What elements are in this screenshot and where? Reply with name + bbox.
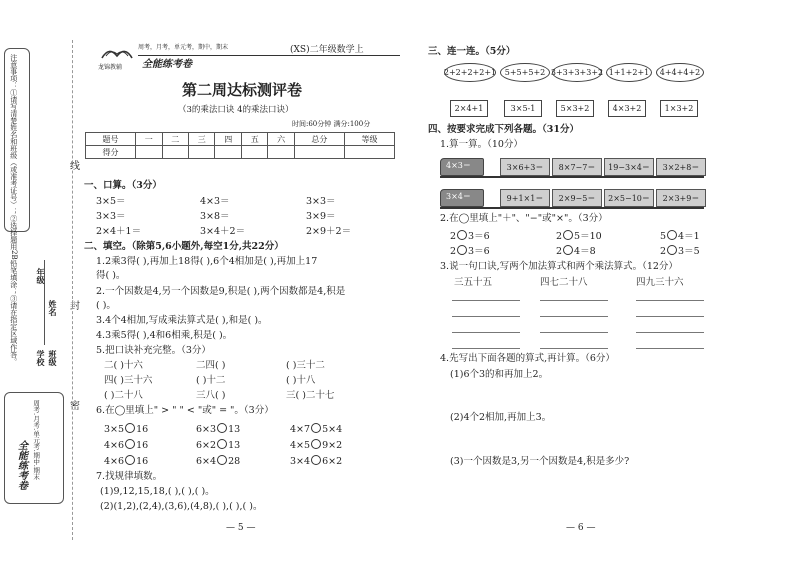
score-cell[interactable] (344, 146, 394, 159)
answer-circle[interactable] (125, 455, 135, 465)
score-table-header-row (86, 133, 395, 146)
compare-left: 6×3 (196, 424, 217, 435)
train-car[interactable]: 2×5−10＝ (604, 189, 654, 207)
operand-right: 3＝6 (468, 231, 490, 242)
fill-question-6-title: 6.在◯里填上" > " " < "或" = "。（3分） (96, 405, 274, 416)
book-logo-icon (100, 42, 134, 62)
calc-item: 3×3＝ (96, 211, 126, 222)
answer-line[interactable] (452, 300, 520, 301)
match-top-item[interactable]: 4+4+4+2 (656, 63, 704, 82)
calc-item: 3×9＝ (306, 211, 336, 222)
score-header-cell: 题号 (86, 133, 136, 146)
compare-right: 16 (136, 456, 149, 467)
compare-item (104, 423, 148, 435)
seal-mi-mark: 密 (67, 400, 79, 410)
s4-question-1-title: 1.算一算。（10分） (440, 139, 523, 150)
time-score-info: 时间:60分钟 满分:100分 (292, 120, 371, 128)
operand-left: 2 (450, 246, 457, 257)
section-2-title: 二、填空。（除第5,6小题外,每空1分,共22分） (84, 241, 284, 252)
seal-feng-mark: 封 (67, 300, 79, 310)
class-label: 班级 (48, 350, 58, 366)
calc-item: 4×3＝ (200, 196, 230, 207)
match-top-item[interactable]: 1+1+2+1 (606, 63, 652, 82)
answer-line[interactable] (636, 348, 704, 349)
calc-item: 3×8＝ (200, 211, 230, 222)
compare-left: 4×7 (290, 424, 311, 435)
operator-item (556, 245, 596, 257)
match-bottom-item[interactable]: 1×3+2 (660, 100, 698, 117)
name-label: 姓名 (48, 300, 58, 316)
operand-right: 3＝5 (678, 246, 700, 257)
match-bottom-item[interactable]: 3×5-1 (504, 100, 542, 117)
compare-left: 6×2 (196, 440, 217, 451)
seal-line-mark: 线 (67, 160, 79, 170)
s4-question-4-title: 4.先写出下面各题的算式,再计算。（6分） (440, 353, 615, 364)
match-bottom-item[interactable]: 2×4+1 (450, 100, 488, 117)
train-rail (440, 207, 704, 209)
answer-circle[interactable] (217, 455, 227, 465)
page-title: 第二周达标测评卷 (182, 81, 303, 99)
score-header-cell: 一 (136, 133, 162, 146)
score-header-cell: 四 (215, 133, 241, 146)
train-car[interactable]: 8×7−7＝ (552, 158, 602, 176)
compare-left: 4×6 (104, 456, 125, 467)
score-cell[interactable] (162, 146, 188, 159)
compare-item (104, 455, 148, 467)
answer-circle[interactable] (667, 245, 677, 255)
compare-left: 4×5 (290, 440, 311, 451)
fill-question-7-title: 7.找规律填数。 (96, 471, 163, 482)
page-number-left: — 5 — (226, 523, 256, 533)
match-top-item[interactable]: 2+2+2+2+1 (444, 63, 496, 82)
section-1-title: 一、口算。（3分） (84, 180, 162, 191)
fill-question-1-cont: 得( )。 (96, 270, 126, 281)
pattern-question-1: (1)9,12,15,18,( ),( ),( )。 (100, 486, 215, 497)
score-header-cell: 二 (162, 133, 188, 146)
compare-left: 4×6 (104, 440, 125, 451)
fill-question-3: 3.4个4相加,写成乘法算式是( ),和是( )。 (96, 315, 268, 326)
answer-circle[interactable] (311, 439, 321, 449)
answer-line[interactable] (540, 316, 608, 317)
rhyme-item: ( )二十八 (104, 390, 143, 401)
train-car[interactable]: 2×9−5＝ (552, 189, 602, 207)
compare-item (196, 439, 240, 451)
school-label: 学校 (36, 350, 46, 366)
operator-item (660, 230, 700, 242)
compare-left: 6×4 (196, 456, 217, 467)
operand-right: 4＝8 (574, 246, 596, 257)
answer-line[interactable] (452, 348, 520, 349)
rhyme-item: ( )十二 (196, 375, 226, 386)
section-4-title: 四、按要求完成下列各题。（31分） (428, 124, 579, 135)
compare-right: 16 (136, 424, 149, 435)
operator-item (450, 245, 490, 257)
answer-line[interactable] (540, 348, 608, 349)
notice-text: 注意事项：①请写清楚姓名和班级（或准考证号）；②选择题用2B铅笔填涂；③请在指定区域作答。 (9, 54, 18, 365)
score-header-cell: 等级 (344, 133, 394, 146)
word-problem-2: (2)4个2相加,再加上3。 (450, 412, 552, 423)
calc-item: 3×4＋2＝ (200, 226, 246, 237)
score-cell[interactable] (188, 146, 214, 159)
answer-circle[interactable] (457, 230, 467, 240)
operand-left: 2 (660, 246, 667, 257)
answer-circle[interactable] (125, 423, 135, 433)
logo-text: 龙锦教辅 (98, 64, 123, 71)
answer-circle[interactable] (311, 423, 321, 433)
match-bottom-item[interactable]: 4×3+2 (608, 100, 646, 117)
compare-right: 16 (136, 440, 149, 451)
operator-item (556, 230, 602, 242)
word-problem-1: (1)6个3的和再加上2。 (450, 369, 549, 380)
score-table-row (86, 146, 395, 159)
match-top-item[interactable]: 5+5+5+2 (500, 63, 550, 82)
compare-right: 13 (228, 424, 241, 435)
compare-right: 13 (228, 440, 241, 451)
rhyme-item: 二( )十六 (104, 360, 143, 371)
train-rail (440, 176, 704, 178)
answer-circle[interactable] (667, 230, 677, 240)
binding-strip (0, 0, 78, 573)
operand-right: 4＝1 (678, 231, 700, 242)
compare-right: 5×4 (322, 424, 343, 435)
score-row-label: 得分 (86, 146, 136, 159)
train-engine-label: 4×3＝ (446, 161, 471, 170)
answer-line[interactable] (452, 316, 520, 317)
rhyme-prompt: 三五十五 (454, 277, 493, 288)
section-3-title: 三、连一连。（5分） (428, 46, 516, 57)
s4-question-3-title: 3.说一句口诀,写两个加法算式和两个乘法算式。（12分） (440, 261, 678, 272)
fill-question-2-cont: ( )。 (96, 300, 116, 311)
fill-question-1: 1.2乘3得( ),再加上18得( ),6个4相加是( ),再加上17 (96, 256, 318, 267)
compare-left: 3×5 (104, 424, 125, 435)
page-subtitle: （3的乘法口诀 4的乘法口诀） (178, 105, 294, 115)
operand-right: 3＝6 (468, 246, 490, 257)
answer-circle[interactable] (125, 439, 135, 449)
score-cell[interactable] (215, 146, 241, 159)
rhyme-item: 三八( ) (196, 390, 226, 401)
operator-item (450, 230, 490, 242)
train-car[interactable]: 2×3+9＝ (656, 189, 706, 207)
rhyme-item: 四( )三十六 (104, 375, 153, 386)
answer-line[interactable] (636, 332, 704, 333)
answer-line[interactable] (636, 316, 704, 317)
compare-right: 6×2 (322, 456, 343, 467)
answer-circle[interactable] (217, 439, 227, 449)
score-cell[interactable] (241, 146, 267, 159)
operator-item (660, 245, 700, 257)
train-car[interactable]: 9+1×1＝ (500, 189, 550, 207)
answer-circle[interactable] (311, 455, 321, 465)
score-header-cell: 总分 (294, 133, 344, 146)
side-brand: 全能练考卷 (15, 440, 27, 490)
score-header-cell: 六 (268, 133, 294, 146)
fill-question-4: 4.3乘5得( ),4和6相乘,积是( )。 (96, 330, 233, 341)
fill-question-2: 2.一个因数是4,另一个因数是9,积是( ),两个因数都是4,积是 (96, 286, 346, 297)
fill-question-5-title: 5.把口诀补充完整。（3分） (96, 345, 211, 356)
grade-label: 年级 (36, 268, 46, 284)
answer-circle[interactable] (563, 230, 573, 240)
header-edition: (XS)二年级数学上 (290, 45, 364, 55)
pattern-question-2: (2)(1,2),(2,4),(3,6),(4,8),( ),( ),( )。 (100, 501, 263, 512)
rhyme-prompt: 四七二十八 (540, 277, 588, 288)
operand-left: 5 (660, 231, 667, 242)
train-car[interactable]: 3×6+3＝ (500, 158, 550, 176)
operand-right: 5＝10 (574, 231, 602, 242)
rhyme-item: ( )三十二 (286, 360, 325, 371)
calc-item: 2×9＋2＝ (306, 226, 352, 237)
seal-dashed-line (72, 40, 73, 540)
operand-left: 2 (556, 231, 563, 242)
header-brand: 全能练考卷 (142, 59, 192, 70)
train-engine-label: 3×4＝ (446, 192, 471, 201)
page-number-right: — 6 — (566, 523, 596, 533)
compare-item (290, 439, 342, 451)
answer-line[interactable] (636, 300, 704, 301)
answer-line[interactable] (452, 332, 520, 333)
calc-item: 3×5＝ (96, 196, 126, 207)
answer-line[interactable] (540, 300, 608, 301)
calc-item: 3×3＝ (306, 196, 336, 207)
compare-item (290, 455, 342, 467)
compare-item (290, 423, 342, 435)
score-cell[interactable] (294, 146, 344, 159)
match-bottom-item[interactable]: 5×3+2 (556, 100, 594, 117)
rhyme-prompt: 四九三十六 (636, 277, 684, 288)
side-brand-sub: 周考.月考.单元考.期中.期末 (32, 400, 41, 480)
operand-left: 2 (450, 231, 457, 242)
compare-right: 28 (228, 456, 241, 467)
answer-circle[interactable] (457, 245, 467, 255)
compare-right: 9×2 (322, 440, 343, 451)
compare-item (196, 455, 240, 467)
score-table (85, 132, 395, 159)
compare-item (196, 423, 240, 435)
score-header-cell: 三 (188, 133, 214, 146)
header-rule (138, 55, 400, 56)
rhyme-item: 二四( ) (196, 360, 226, 371)
rhyme-item: 三( )二十七 (286, 390, 335, 401)
answer-circle[interactable] (563, 245, 573, 255)
train-car[interactable]: 3×2+8＝ (656, 158, 706, 176)
match-top-item[interactable]: 3+3+3+3+2 (552, 63, 602, 82)
score-cell[interactable] (268, 146, 294, 159)
s4-question-2-title: 2.在◯里填上"＋"、"−"或"×"。（3分） (440, 213, 608, 224)
compare-item (104, 439, 148, 451)
word-problem-3: (3)一个因数是3,另一个因数是4,积是多少? (450, 456, 630, 467)
answer-line[interactable] (540, 332, 608, 333)
rhyme-item: ( )十八 (286, 375, 316, 386)
header-tags: 周考，月考，单元考，期中，期末 (138, 44, 229, 51)
train-car[interactable]: 19−3×4＝ (604, 158, 654, 176)
score-cell[interactable] (136, 146, 162, 159)
calc-item: 2×4＋1＝ (96, 226, 142, 237)
score-header-cell: 五 (241, 133, 267, 146)
operand-left: 2 (556, 246, 563, 257)
answer-circle[interactable] (217, 423, 227, 433)
compare-left: 3×4 (290, 456, 311, 467)
